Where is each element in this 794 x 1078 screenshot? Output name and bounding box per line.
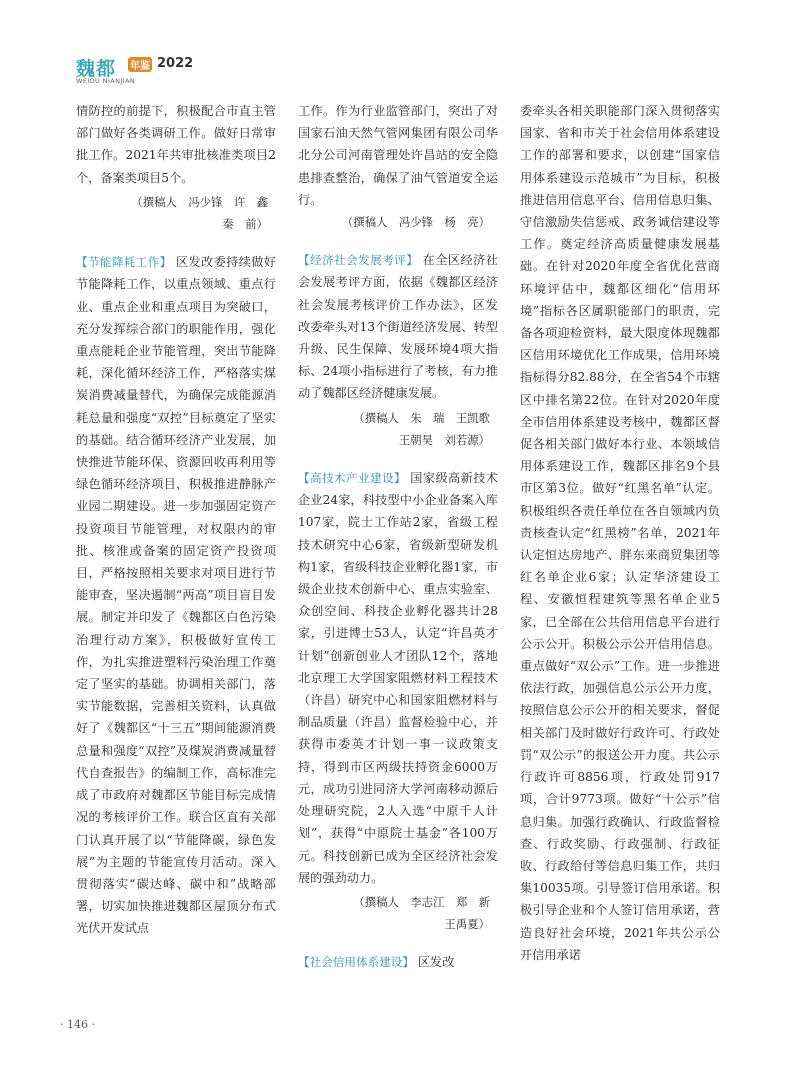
paragraph-text: 国家级高新技术企业24家，科技型中小企业备案入库107家，院士工作站2家，省级工程技术研究中心6家，省级新型研发机构1家，省级科技企业孵化器1家，市级企业技术创新中心、重点实验室、众创空间、科技企业孵化器共计28家，引进博士53人，认定“许昌英才计划”创新创业人才团队12个，落地北京理工大学国家阻燃材料工程技术（许昌）研究中心和国家阻燃材料与制品质量（许昌）监督检验中心，并获得市委英才计划一事一议政策支持，得到市区两级扶持资金6000万元，成功引进同济大学河南移动源后处理研究院，2人入选“中原千人计划”，获得“中原院士基金”各100万元。科技创新已成为全区经济社会发展的强劲动力。 [298, 471, 498, 885]
paragraph: 委牵头各相关职能部门深入贯彻落实国家、省和市关于社会信用体系建设工作的部署和要求，以创建“国家信用体系建设示范城市”为目标，积极推进信用信息平台、信用信息归集、守信激励失信惩戒、政务诚信建设等工作。奠定经济高质量健康发展基础。在针对2020年度全省优化营商环境评估中，魏都区细化“信用环境”指标各区属职能部门的职责，完备各项迎检资料，最大限度体现魏都区信用环境优化工作成果，信用环境指标得分82.88分，在全省54个市辖区中排名第22位。在针对2020年度全市信用体系建设考核中，魏都区督促各相关部门做好本行业、本领域信用体系建设工作，魏都区排名9个县市区第3位。做好“红黑名单”认定。积极组织各责任单位在各自领域内负责核查认定“红黑榜”名单，2021年认定恒达房地产、胖东来商贸集团等红名单企业6家；认定华济建设工程、安徽恒程建筑等黑名单企业5家，已全部在公共信用信息平台进行公示公开。积极公示公开信用信息。重点做好“双公示”工作。进一步推进依法行政，加强信息公示公开力度，按照信息公示公开的相关要求，督促相关部门及时做好行政许可、行政处罚“双公示”的报送公开力度。共公示行政许可8856项，行政处罚917项，合计9773项。做好“十公示”信息归集。加强行政确认、行政监督检查、行政奖励、行政强制、行政征收、行政给付等信息归集工作，共归集10035项。引导签订信用承诺。积极引导企业和个人签订信用承诺，营造良好社会环境，2021年共公示公开信用承诺 [520, 104, 720, 962]
paragraph-text: 在全区经济社会发展考评方面，依据《魏都区经济社会发展考核评价工作办法》，区发改委牵头对13个街道经济发展、转型升级、民生保障、发展环境4项大指标、24项小指标进行了考核，有力推动了魏都区经济健康发展。 [298, 253, 498, 401]
author-credit: （撰稿人 冯少锋 许 鑫 [131, 194, 268, 209]
author-credit: （撰稿人 冯少锋 杨 亮） [341, 215, 490, 230]
yearbook-logo-subtitle: WEIDU NIANJIAN [76, 77, 136, 85]
author-credit: （撰稿人 李志江 郑 新 [353, 894, 490, 909]
text-column-3 [520, 100, 720, 966]
text-column-2 [298, 100, 498, 974]
section-heading-social-credit: 【社会信用体系建设】 [298, 955, 414, 970]
text-column-1 [76, 100, 276, 940]
paragraph-text: 区发改 [417, 955, 455, 970]
author-credit: 王朝昊 刘若源） [398, 432, 490, 447]
paragraph: 工作。作为行业监管部门，突出了对国家石油天然气管网集团有限公司华北分公司河南管理处许昌站的安全隐患排查整治，确保了油气管道安全运行。 [298, 104, 498, 207]
section-paragraph-social-credit [298, 951, 498, 973]
section-paragraph-development-evaluation [298, 249, 498, 404]
page-number: · 146 · [60, 1018, 95, 1031]
yearbook-logo-badge: 年鉴 [128, 57, 152, 72]
section-paragraph-high-tech [298, 467, 498, 889]
section-heading-development-evaluation: 【经济社会发展考评】 [298, 253, 419, 268]
yearbook-logo-title: 魏都 [76, 58, 117, 80]
author-credit: 王禹夏） [444, 917, 490, 932]
author-credit: （撰稿人 朱 瑞 王凯歌 [353, 410, 490, 425]
section-paragraph-energy-saving [76, 251, 276, 939]
yearbook-logo-year: 2022 [157, 56, 194, 71]
paragraph-text: 区发改委持续做好节能降耗工作，以重点领域、重点行业、重点企业和重点项目为突破口，充分发挥综合部门的职能作用，强化重点能耗企业节能管理，突出节能降耗，深化循环经济工作，严格落实煤炭消费减量替代，为确保完成能源消耗总量和强度“双控”目标奠定了坚实的基础。结合循环经济产业发展，加快推进节能环保、资源回收再利用等绿色循环经济项目，积极推进静脉产业园二期建设。进一步加强固定资产投资项目节能管理，对权限内的审批、核准或备案的固定资产投资项目，严格按照相关要求对项目进行节能审查，坚决遏制“两高”项目盲目发展。制定并印发了《魏都区白色污染治理行动方案》，积极做好宣传工作，为扎实推进塑料污染治理工作奠定了坚实的基础。协调相关部门，落实节能数据，完善相关资料，认真做好了《魏都区“十三五”期间能源消费总量和强度“双控”及煤炭消费减量替代自查报告》的编制工作，高标准完成了市政府对魏都区节能目标完成情况的考核评价工作。联合区直有关部门认真开展了以“节能降碳，绿色发展”为主题的节能宣传月活动。深入贯彻落实“碳达峰、碳中和”战略部署，切实加快推进魏都区屋顶分布式光伏开发试点 [76, 255, 277, 936]
author-credit: 秦 前） [222, 217, 268, 232]
section-heading-high-tech: 【高技术产业建设】 [298, 471, 406, 486]
section-heading-energy-saving: 【节能降耗工作】 [76, 255, 172, 270]
paragraph: 情防控的前提下，积极配合市直主管部门做好各类调研工作。做好日常审批工作。2021年共审批核准类项目2个，备案类项目5个。 [76, 104, 276, 185]
